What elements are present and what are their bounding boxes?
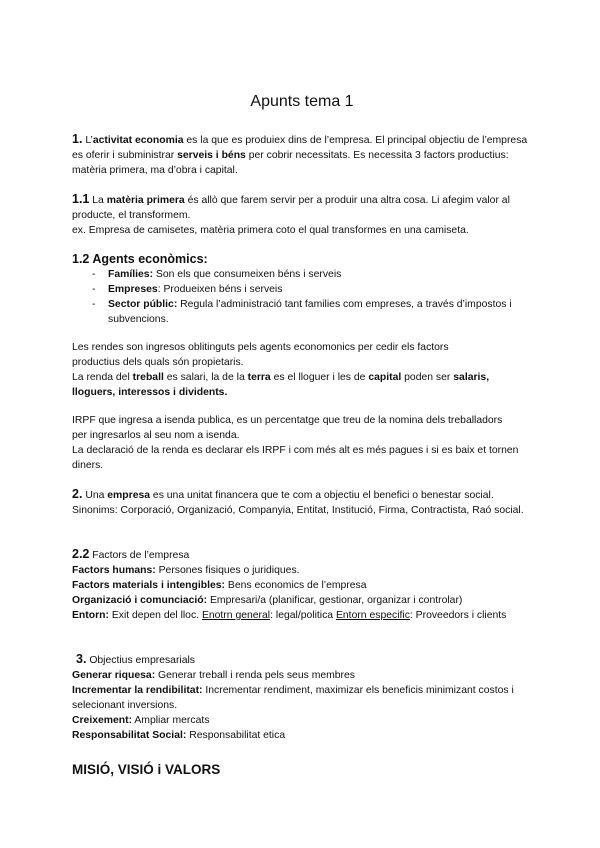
factor-row: Organizació i comunciació: Empresari/a (planificar, gestionar, organizar i controlar) <box>72 595 463 606</box>
agents-list <box>72 267 532 327</box>
list-item: - Empreses: Produeixen béns i serveis <box>72 282 532 297</box>
irpf-block <box>72 413 532 473</box>
section-1-1-paragraph: 1.1 La matèria primera és allò que farem servir per a produir una altra cosa. Li afegim valor al producte, el transformem. <box>72 192 510 221</box>
objective-row: Responsabilitat Social: Responsabilitat etica <box>72 730 286 741</box>
section-1-1-number: 1.1 <box>72 192 90 206</box>
objective-row: Generar riquesa: Generar treball i renda pels seus membres <box>72 670 355 681</box>
list-item: - Famílies: Son els que consumeixen béns i serveis <box>72 267 532 282</box>
section-1-paragraph: 1. L’activitat economia es la que es produiex dins de l’empresa. El principal objectiu de l’empresa es oferir i subministrar serveis i béns per cobrir necessitats. Es necessita 3 factors productius: matèria primera, ma d’obra i capital. <box>72 132 528 176</box>
section-1-2 <box>72 252 532 327</box>
factor-row: Factors materials i intengibles: Bens economics de l’empresa <box>72 580 367 591</box>
synonyms-paragraph: Sinonims: Corporació, Organizació, Companyia, Entitat, Institució, Firma, Contractista, Raó social. <box>72 505 524 516</box>
section-1-1-example: ex. Empresa de camisetes, matèria primera coto el qual transformes en una camiseta. <box>72 225 469 236</box>
section-3 <box>72 652 532 743</box>
section-2-2-heading: 2.2 Factors de l’empresa <box>72 547 190 561</box>
irpf-paragraph: IRPF que ingresa a isenda publica, es un percentatge que treu de la nomina dels treballadors per ingresarlos al seu nom a isenda. <box>72 415 503 441</box>
section-2-2 <box>72 547 532 623</box>
objective-row: Creixement: Ampliar mercats <box>72 715 210 726</box>
page-title: Apunts tema 1 <box>250 93 354 110</box>
declaracio-paragraph: La declaració de la renda es declarar els IRPF i com més alt es més pagues i si es baix et tornen diners. <box>72 445 519 471</box>
list-item: - Sector públic: Regula l’administració tant families com empreses, a través d’impostos i subvencions. <box>72 297 532 327</box>
section-1-2-heading: 1.2 Agents econòmics: <box>72 252 208 266</box>
factor-row: Factors humans: Persones fisiques o juridiques. <box>72 565 300 576</box>
section-2-paragraph: 2. Una empresa es una unitat financera que te com a objectiu el benefici o benestar social. <box>72 487 494 501</box>
rendes-paragraph: Les rendes son ingresos oblitinguts pels agents economonics per cedir els factors productius dels quals són propietaris. <box>72 342 449 368</box>
renda-types-paragraph: La renda del treball es salari, la de la terra es el lloguer i les de capital poden ser salaris, lloguers, interessos i dividents. <box>72 372 490 398</box>
factor-row: Entorn: Exit depen del lloc. Enotrn general: legal/politica Entorn especific: Proveedors i clients <box>72 610 507 621</box>
section-2-number: 2. <box>72 487 83 501</box>
objective-row: Incrementar la rendibilitat: Incrementar rendiment, maximizar els beneficis minimizant costos i selecionant inversions. <box>72 685 514 711</box>
section-3-heading: 3. Objectius empresarials <box>76 652 196 666</box>
section-1-number: 1. <box>72 132 83 146</box>
section-2 <box>72 487 532 518</box>
rendes-block <box>72 340 532 400</box>
final-heading: MISIÓ, VISIÓ i VALORS <box>72 762 221 777</box>
section-1-1 <box>72 192 532 238</box>
